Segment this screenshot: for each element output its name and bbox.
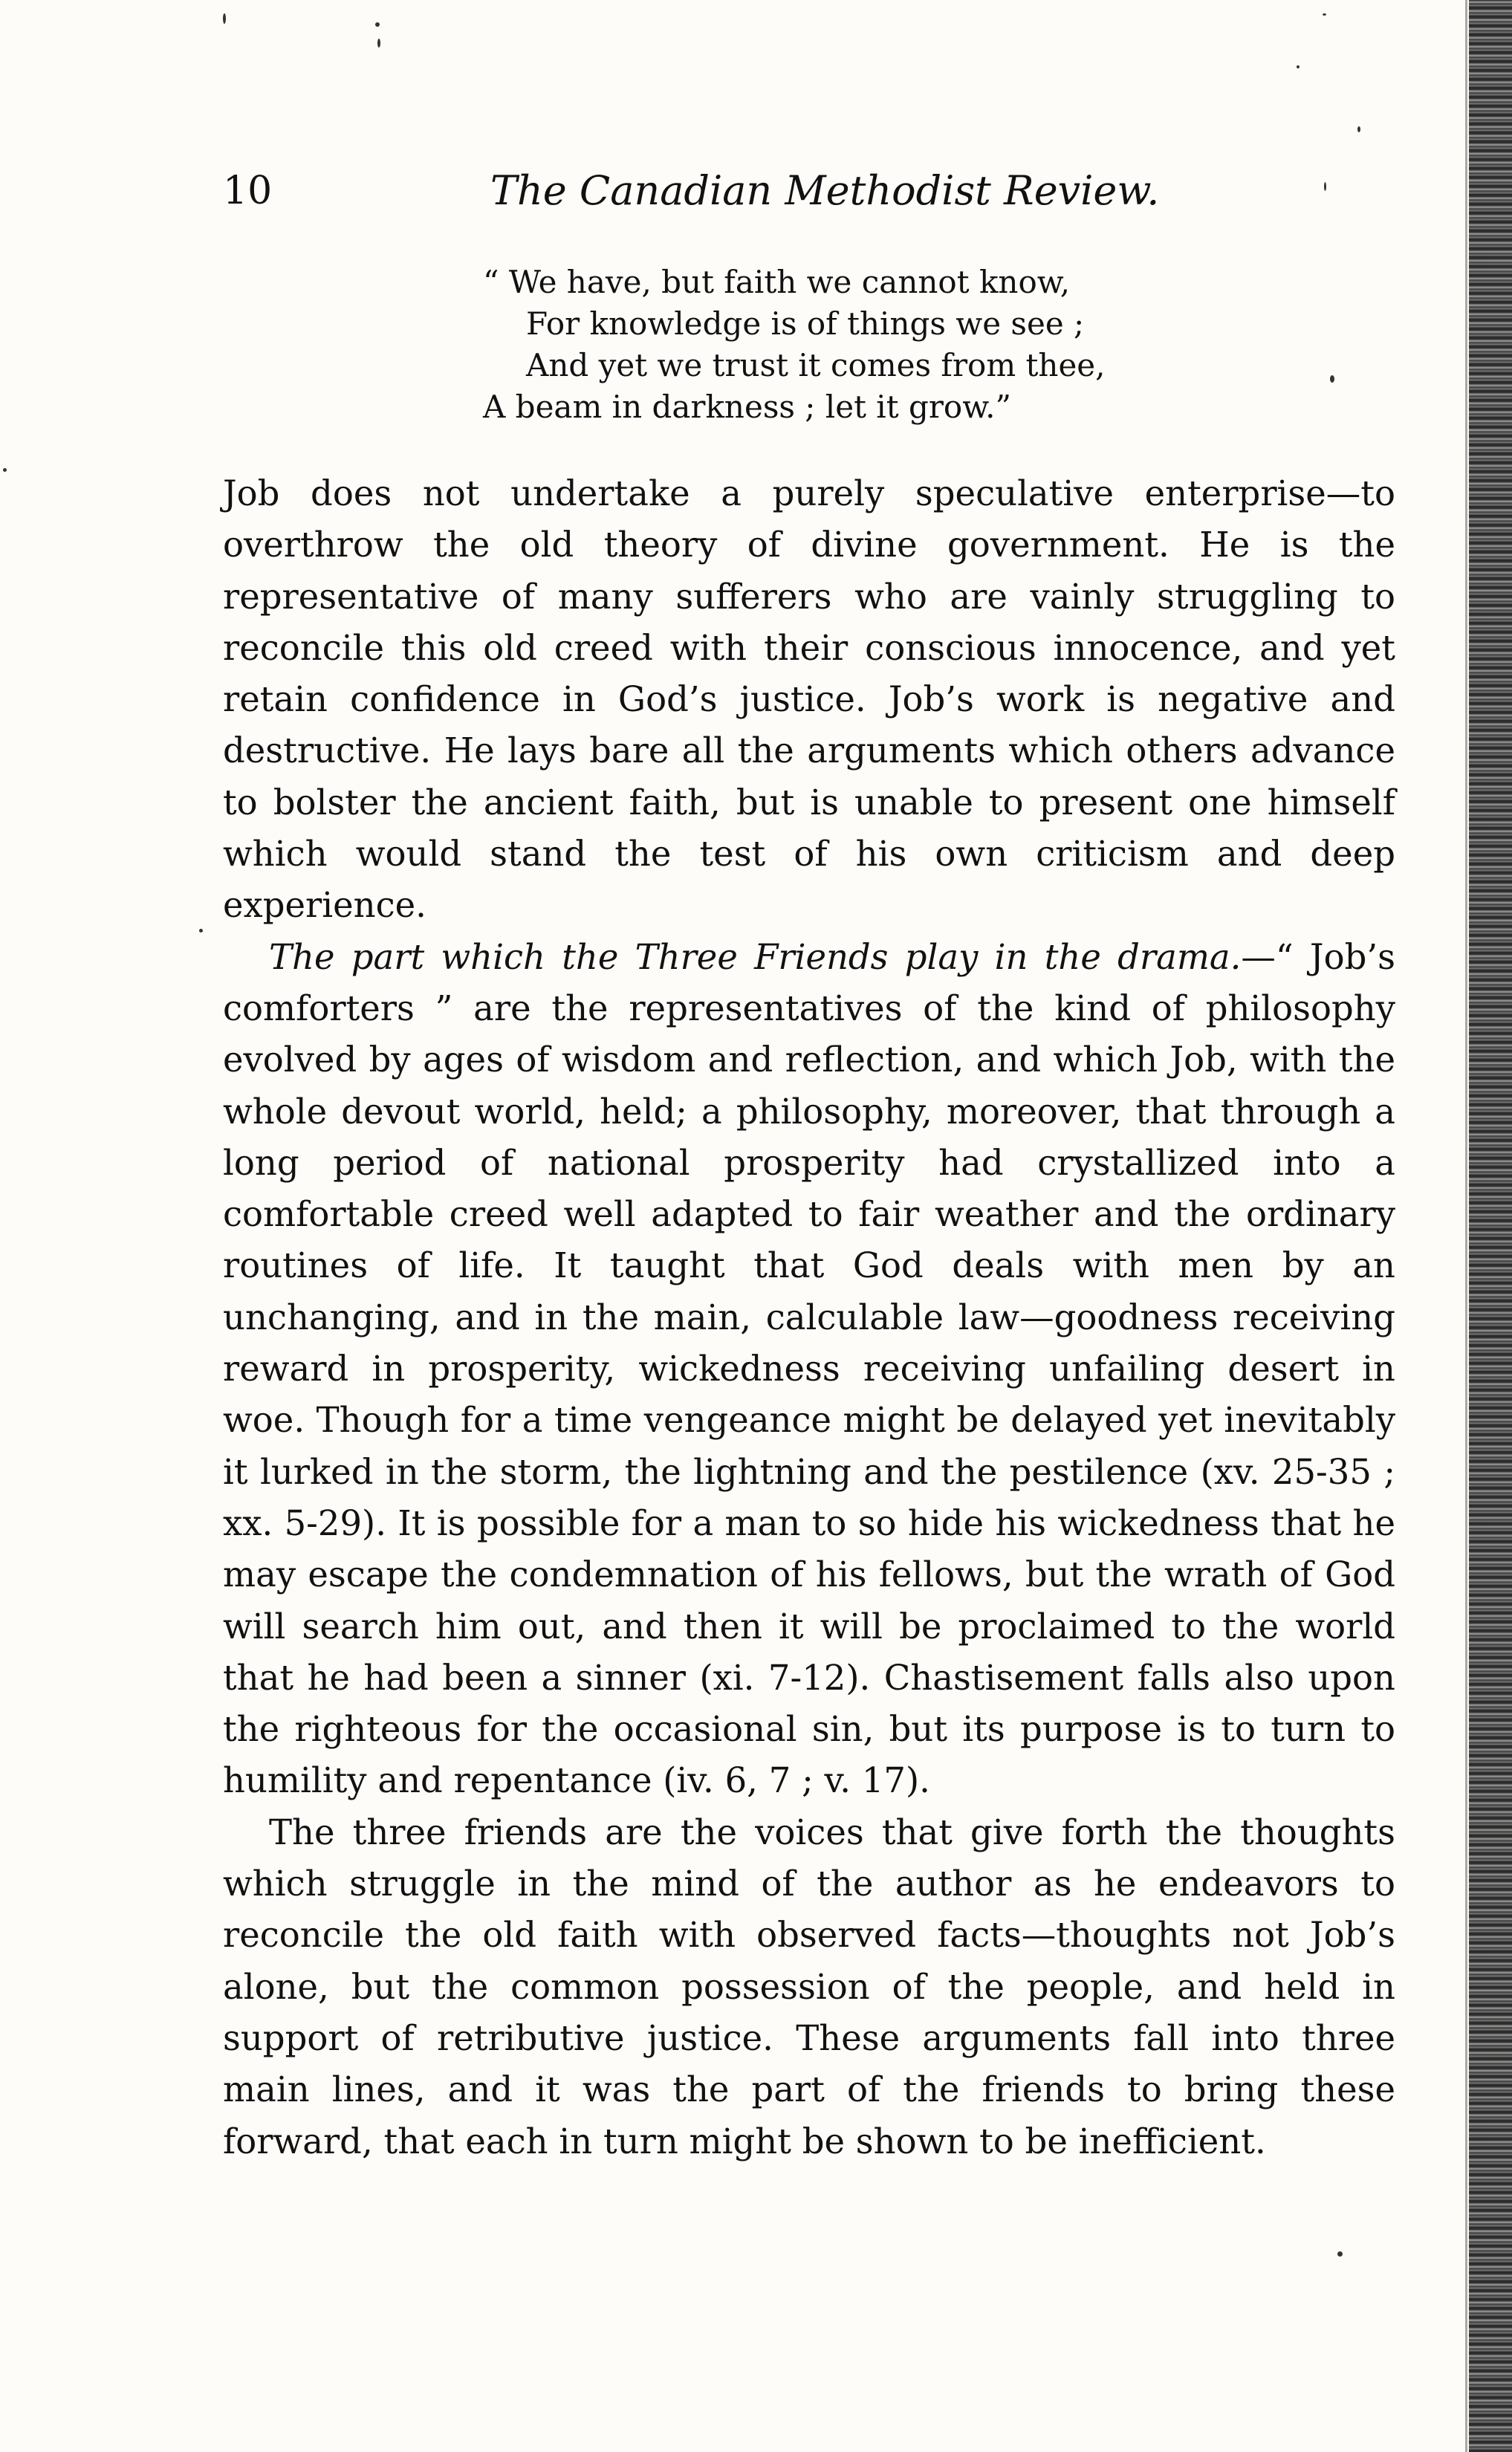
running-header xyxy=(223,165,1382,217)
scan-speck xyxy=(1337,2251,1343,2257)
page-number: 10 xyxy=(223,169,273,213)
scan-speck xyxy=(199,929,203,933)
verse-line: A beam in darkness ; let it grow.” xyxy=(483,389,1012,425)
scan-speck xyxy=(223,13,226,24)
scan-speck xyxy=(375,22,380,27)
scan-speck xyxy=(3,468,7,472)
scan-speck xyxy=(1323,13,1326,16)
paragraph-three-friends xyxy=(223,932,1395,1807)
scan-speck xyxy=(1297,65,1300,68)
running-title: The Canadian Methodist Review. xyxy=(490,167,1160,214)
binding-edge xyxy=(1469,0,1512,2452)
paragraph-text: —“ Job’s comforters ” are the representatives of the kind of philosophy evolved by ages of wisdom and reflection, and which Job, with the whole devout world, held; a philosophy, moreover, that through a long period of national prosperity had crystallized into a comfortable creed well adapted to fair weather and the ordinary routines of life. It taught that God deals with men by an unchanging, and in the main, calculable law—goodness receiving reward in prosperity, wickedness receiving unfailing desert in woe. Though for a time vengeance might be delayed yet inevitably it lurked in the storm, the lightning and the pestilence (xv. 25-35 ; xx. 5-29). It is possible for a man to so hide his wickedness that he may escape the condemnation of his fellows, but the wrath of God will search him out, and then it will be proclaimed to the world that he had been a sinner (xi. 7-12). Chastisement falls also upon the righteous for the occasional sin, but its purpose is to turn to humility and repentance (iv. 6, 7 ; v. 17). xyxy=(223,936,1395,1801)
verse-line: “ We have, but faith we cannot know, xyxy=(483,264,1071,300)
scan-speck xyxy=(1357,126,1360,132)
verse-line: And yet we trust it comes from thee, xyxy=(526,347,1106,383)
section-heading: The part which the Three Friends play in the drama. xyxy=(269,936,1242,977)
body-text xyxy=(223,468,1395,2167)
verse-line: For knowledge is of things we see ; xyxy=(526,305,1085,342)
paragraph-voices: The three friends are the voices that give forth the thoughts which struggle in the mind of the author as he endeavors to reconcile the old faith with observed facts—thoughts not Job’s alone, but the common possession of the people, and held in support of retributive justice. These arguments fall into three main lines, and it was the part of the friends to bring these forward, that each in turn might be shown to be inefficient. xyxy=(223,1812,1395,2161)
binding-shadow xyxy=(1465,0,1467,2452)
scan-speck xyxy=(377,39,380,48)
paragraph-job-enterprise: Job does not undertake a purely speculative enterprise—to overthrow the old theory of divine government. He is the representative of many sufferers who are vainly struggling to reconcile this old creed with their conscious innocence, and yet retain confidence in God’s justice. Job’s work is negative and destructive. He lays bare all the arguments which others advance to bolster the ancient faith, but is unable to present one himself which would stand the test of his own criticism and deep experience. xyxy=(223,473,1395,926)
scan-speck xyxy=(1330,375,1334,383)
verse-quotation xyxy=(483,262,1152,428)
